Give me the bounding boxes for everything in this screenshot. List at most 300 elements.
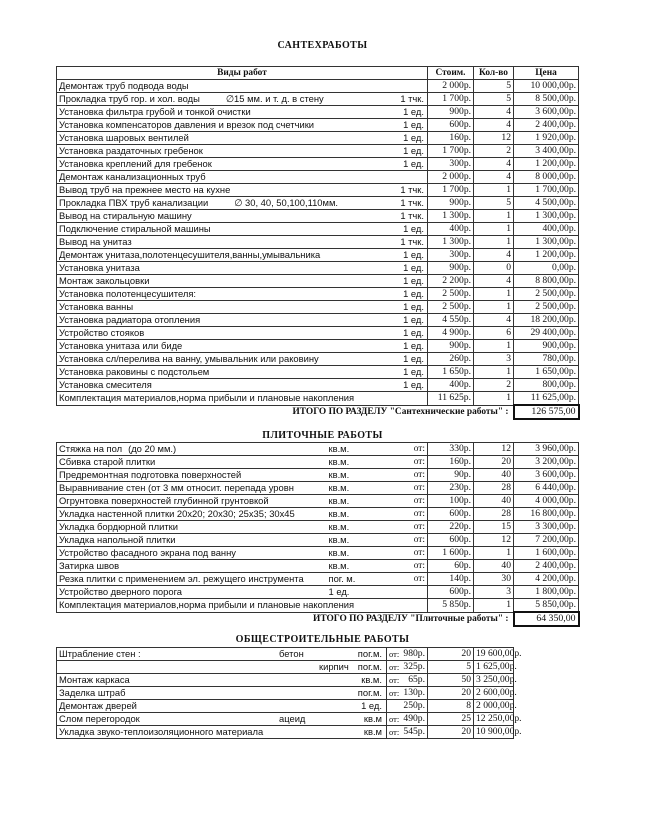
- price-cell: 2 600,00р.: [474, 687, 514, 700]
- qty-cell: 1: [474, 392, 514, 406]
- from-cell: от:: [387, 547, 428, 560]
- work-name: Сбивка старой плитки: [59, 456, 156, 467]
- price-cell: 2 500,00р.: [514, 301, 579, 314]
- work-name: Вывод на стиральную машину: [59, 210, 192, 221]
- unit-cell: 1 ед.: [397, 366, 428, 379]
- unit-cell: 1 ед.: [397, 314, 428, 327]
- work-name: Предремонтная подготовка поверхностей: [59, 469, 242, 480]
- price-cell: 1 200,00р.: [514, 158, 579, 171]
- work-name-cell: [57, 262, 397, 275]
- work-name-cell: [57, 700, 387, 713]
- unit-cell: 1 ед.: [397, 223, 428, 236]
- price-cell: 8 500,00р.: [514, 93, 579, 106]
- price-cell: 1 800,00р.: [514, 586, 579, 599]
- work-name: Демонтаж канализационных труб: [59, 171, 206, 182]
- cost-cell: 400р.: [428, 223, 474, 236]
- work-name: Штрабление стен :: [59, 648, 141, 659]
- price-cell: 1 625,00р.: [474, 661, 514, 674]
- price-cell: 11 625,00р.: [514, 392, 579, 406]
- from-cell: от:: [387, 521, 428, 534]
- qty-cell: 12: [474, 534, 514, 547]
- price-cell: 3 600,00р.: [514, 469, 579, 482]
- from-cell: от:: [387, 573, 428, 586]
- work-name: Установка раковины с подстольем: [59, 366, 210, 377]
- work-name-cell: [57, 158, 397, 171]
- work-name: Монтаж закольцовки: [59, 275, 150, 286]
- cost-cell: 1 700р.: [428, 145, 474, 158]
- price-cell: 3 200,00р.: [514, 456, 579, 469]
- price-cell: 16 800,00р.: [514, 508, 579, 521]
- tiling-total-value: 64 350,00: [514, 612, 579, 626]
- table-row: [57, 119, 579, 132]
- work-name-cell: [57, 119, 397, 132]
- work-name: Установка креплений для гребенок: [59, 158, 212, 169]
- work-name: Установка компенсаторов давления и врезок под счетчики: [59, 119, 315, 130]
- work-name-cell: [57, 508, 327, 521]
- price-cell: 1 650,00р.: [514, 366, 579, 379]
- cost-value: 325р.: [403, 661, 425, 672]
- cost-value: 130р.: [403, 687, 425, 698]
- unit-cell: пог. м.: [327, 573, 387, 586]
- unit-cell: 1 тчк.: [397, 197, 428, 210]
- unit-cell: 1 ед.: [397, 340, 428, 353]
- qty-cell: 8: [428, 700, 474, 713]
- unit-cell: 1 ед.: [397, 288, 428, 301]
- price-cell: 1 300,00р.: [514, 236, 579, 249]
- table-row: [57, 249, 579, 262]
- header-qty: Кол-во: [474, 67, 514, 80]
- unit-label: пог.м.: [357, 661, 382, 672]
- qty-cell: 50: [428, 674, 474, 687]
- qty-cell: 4: [474, 275, 514, 288]
- cost-cell: 4 900р.: [428, 327, 474, 340]
- price-cell: 1 200,00р.: [514, 249, 579, 262]
- unit-cell: 1 ед.: [397, 132, 428, 145]
- price-cell: 800,00р.: [514, 379, 579, 392]
- work-name: Слом перегородок: [59, 713, 140, 724]
- from-label: от:: [389, 649, 400, 659]
- cost-value: 545р.: [403, 726, 425, 737]
- table-row: [57, 495, 579, 508]
- cost-cell: 260р.: [428, 353, 474, 366]
- work-name-cell: [57, 648, 387, 661]
- qty-cell: 20: [428, 687, 474, 700]
- work-note: (до 20 мм.): [128, 443, 177, 454]
- plumbing-total-value: 126 575,00: [514, 405, 579, 419]
- work-name-cell: [57, 210, 397, 223]
- unit-cell: 1 ед.: [397, 379, 428, 392]
- cost-value: 980р.: [403, 648, 425, 659]
- cost-cell: [387, 661, 428, 674]
- table-row: [57, 379, 579, 392]
- work-name-cell: [57, 586, 327, 599]
- from-cell: от:: [387, 482, 428, 495]
- qty-cell: 28: [474, 482, 514, 495]
- table-row: [57, 456, 579, 469]
- unit-cell: 1 ед.: [397, 262, 428, 275]
- qty-cell: 40: [474, 495, 514, 508]
- unit-label: пог.м.: [357, 687, 382, 698]
- work-name: Установка радиатора отопления: [59, 314, 201, 325]
- table-row: [57, 586, 579, 599]
- qty-cell: 12: [474, 132, 514, 145]
- price-cell: 780,00р.: [514, 353, 579, 366]
- price-cell: 1 600,00р.: [514, 547, 579, 560]
- qty-cell: 40: [474, 560, 514, 573]
- table-row: [57, 661, 579, 674]
- price-cell: 8 000,00р.: [514, 171, 579, 184]
- work-name-cell: [57, 599, 355, 613]
- qty-cell: 5: [474, 93, 514, 106]
- work-name: Укладка напольной плитки: [59, 534, 176, 545]
- unit-label: пог.м.: [357, 648, 382, 659]
- work-name-cell: [57, 223, 397, 236]
- qty-cell: 4: [474, 249, 514, 262]
- unit-label: кв.м.: [361, 674, 382, 685]
- table-row: [57, 687, 579, 700]
- cost-cell: 2 200р.: [428, 275, 474, 288]
- cost-cell: 600р.: [428, 508, 474, 521]
- work-name: Устройство дверного порога: [59, 586, 182, 597]
- work-name-cell: [57, 674, 387, 687]
- table-row: [57, 145, 579, 158]
- work-name: Устройство стояков: [59, 327, 145, 338]
- price-cell: 1 700,00р.: [514, 184, 579, 197]
- cost-cell: 1 700р.: [428, 93, 474, 106]
- work-name: Установка смесителя: [59, 379, 152, 390]
- qty-cell: 5: [428, 661, 474, 674]
- table-row: [57, 366, 579, 379]
- price-cell: 2 400,00р.: [514, 560, 579, 573]
- qty-cell: 2: [474, 379, 514, 392]
- table-row: [57, 132, 579, 145]
- plumbing-total-row: [57, 405, 579, 419]
- unit-cell: кв.м.: [327, 495, 387, 508]
- work-name: Стяжка на пол: [59, 443, 123, 454]
- work-note: ацеид: [279, 713, 306, 724]
- cost-cell: 230р.: [428, 482, 474, 495]
- from-cell: от:: [387, 456, 428, 469]
- plumbing-total-label: ИТОГО ПО РАЗДЕЛУ "Сантехнические работы" :: [292, 407, 509, 418]
- work-name: Демонтаж дверей: [59, 700, 137, 711]
- qty-cell: 25: [428, 713, 474, 726]
- work-name-cell: [57, 132, 397, 145]
- work-note: бетон: [279, 648, 304, 659]
- qty-cell: 6: [474, 327, 514, 340]
- cost-cell: 2 000р.: [428, 80, 474, 93]
- work-name: Вывод на унитаз: [59, 236, 132, 247]
- unit-cell: 1 ед.: [397, 353, 428, 366]
- work-name-cell: [57, 687, 387, 700]
- table-row: [57, 700, 579, 713]
- qty-cell: 1: [474, 340, 514, 353]
- table-row: [57, 469, 579, 482]
- price-cell: 10 900,00р.: [474, 726, 514, 739]
- work-name-cell: [57, 547, 327, 560]
- tiling-section-title: ПЛИТОЧНЫЕ РАБОТЫ: [262, 430, 383, 441]
- work-name: Установка полотенцесушителя:: [59, 288, 197, 299]
- header-works: Виды работ: [57, 67, 428, 80]
- work-name-cell: [57, 301, 397, 314]
- work-name-cell: [57, 80, 397, 93]
- cost-cell: 2 500р.: [428, 301, 474, 314]
- from-cell: [387, 599, 428, 613]
- table-row: [57, 648, 579, 661]
- table-row: [57, 93, 579, 106]
- cost-cell: [387, 674, 428, 687]
- cost-cell: 1 300р.: [428, 236, 474, 249]
- unit-cell: [397, 171, 428, 184]
- unit-cell: 1 ед.: [397, 301, 428, 314]
- price-cell: 6 440,00р.: [514, 482, 579, 495]
- cost-cell: 100р.: [428, 495, 474, 508]
- qty-cell: 1: [474, 366, 514, 379]
- from-cell: от:: [387, 560, 428, 573]
- work-name-cell: [57, 327, 397, 340]
- from-cell: от:: [387, 443, 428, 456]
- work-name: Подключение стиральной машины: [59, 223, 211, 234]
- price-cell: 3 600,00р.: [514, 106, 579, 119]
- cost-cell: 60р.: [428, 560, 474, 573]
- price-cell: 1 920,00р.: [514, 132, 579, 145]
- work-name-cell: [57, 314, 397, 327]
- qty-cell: 4: [474, 171, 514, 184]
- cost-cell: 300р.: [428, 158, 474, 171]
- unit-cell: кв.м.: [327, 482, 387, 495]
- table-row: [57, 573, 579, 586]
- qty-cell: 12: [474, 443, 514, 456]
- table-row: [57, 197, 579, 210]
- tiling-total-row: [57, 612, 579, 626]
- qty-cell: 5: [474, 197, 514, 210]
- table-row: [57, 210, 579, 223]
- from-cell: от:: [387, 469, 428, 482]
- unit-cell: 1 ед.: [397, 106, 428, 119]
- work-name-cell: [57, 443, 327, 456]
- work-name: Установка сл/перелива на ванну, умывальник или раковину: [59, 353, 319, 364]
- qty-cell: 30: [474, 573, 514, 586]
- cost-value: 490р.: [403, 713, 425, 724]
- work-name-cell: [57, 275, 397, 288]
- work-name: Монтаж каркаса: [59, 674, 130, 685]
- work-name-cell: [57, 573, 327, 586]
- plumbing-header-row: [57, 67, 579, 80]
- price-cell: 10 000,00р.: [514, 80, 579, 93]
- header-cost: Стоим.: [428, 67, 474, 80]
- price-cell: 1 300,00р.: [514, 210, 579, 223]
- work-name-cell: [57, 340, 397, 353]
- table-row: [57, 171, 579, 184]
- cost-cell: 2 500р.: [428, 288, 474, 301]
- work-name: Установка фильтра грубой и тонкой очистки: [59, 106, 251, 117]
- work-name: Вывод труб на прежнее место на кухне: [59, 184, 231, 195]
- work-name-cell: [57, 106, 397, 119]
- table-row: [57, 327, 579, 340]
- cost-cell: 11 625р.: [428, 392, 474, 406]
- cost-cell: 600р.: [428, 586, 474, 599]
- unit-cell: 1 ед.: [397, 158, 428, 171]
- table-row: [57, 674, 579, 687]
- cost-cell: 90р.: [428, 469, 474, 482]
- price-cell: 4 500,00р.: [514, 197, 579, 210]
- work-name: Укладка настенной плитки 20х20; 20х30; 25х35; 30х45: [59, 508, 295, 519]
- unit-cell: 1 тчк.: [397, 93, 428, 106]
- unit-cell: 1 ед.: [327, 586, 387, 599]
- work-name-cell: [57, 495, 327, 508]
- qty-cell: 3: [474, 353, 514, 366]
- work-name: Затирка швов: [59, 560, 120, 571]
- cost-cell: 1 300р.: [428, 210, 474, 223]
- cost-cell: 5 850р.: [428, 599, 474, 613]
- price-cell: 4 000,00р.: [514, 495, 579, 508]
- work-name-cell: [57, 521, 327, 534]
- unit-cell: 1 тчк.: [397, 210, 428, 223]
- cost-cell: 4 550р.: [428, 314, 474, 327]
- table-row: [57, 80, 579, 93]
- price-cell: 3 400,00р.: [514, 145, 579, 158]
- cost-cell: 160р.: [428, 456, 474, 469]
- cost-cell: 220р.: [428, 521, 474, 534]
- unit-cell: 1 ед.: [397, 119, 428, 132]
- price-cell: 0,00р.: [514, 262, 579, 275]
- unit-cell: 1 ед.: [397, 327, 428, 340]
- work-name: Прокладка труб гор. и хол. воды: [59, 93, 200, 104]
- table-row: [57, 158, 579, 171]
- from-cell: [387, 586, 428, 599]
- tiling-table: [56, 442, 580, 627]
- work-note: кирпич: [319, 661, 349, 672]
- work-name-cell: [57, 366, 397, 379]
- work-name-cell: [57, 713, 387, 726]
- qty-cell: 0: [474, 262, 514, 275]
- work-name: Установка раздаточных гребенок: [59, 145, 203, 156]
- work-name-cell: [57, 392, 397, 406]
- qty-cell: 1: [474, 599, 514, 613]
- cost-cell: 250р.: [387, 700, 428, 713]
- work-name: Установка шаровых вентилей: [59, 132, 189, 143]
- work-name-cell: [57, 197, 397, 210]
- table-row: [57, 508, 579, 521]
- cost-cell: 2 000р.: [428, 171, 474, 184]
- header-price: Цена: [514, 67, 579, 80]
- work-name: Заделка штраб: [59, 687, 126, 698]
- table-row: [57, 223, 579, 236]
- table-row: [57, 599, 579, 613]
- qty-cell: 40: [474, 469, 514, 482]
- plumbing-table: [56, 66, 580, 420]
- work-name-cell: [57, 145, 397, 158]
- cost-cell: 600р.: [428, 534, 474, 547]
- qty-cell: 4: [474, 119, 514, 132]
- cost-cell: 140р.: [428, 573, 474, 586]
- qty-cell: 20: [474, 456, 514, 469]
- work-name: Укладка звуко-теплоизоляционного материала: [59, 726, 264, 737]
- work-name-cell: [57, 184, 397, 197]
- table-row: [57, 106, 579, 119]
- table-row: [57, 482, 579, 495]
- unit-label: 1 ед.: [361, 700, 382, 711]
- from-cell: от:: [387, 534, 428, 547]
- price-cell: 5 850,00р.: [514, 599, 579, 613]
- general-section-title: ОБЩЕСТРОИТЕЛЬНЫЕ РАБОТЫ: [235, 634, 410, 645]
- unit-cell: 1 тчк.: [397, 184, 428, 197]
- qty-cell: 2: [474, 145, 514, 158]
- work-name-cell: [57, 482, 327, 495]
- qty-cell: 1: [474, 210, 514, 223]
- price-cell: 900,00р.: [514, 340, 579, 353]
- work-note: ∅15 мм. и т. д. в стену: [225, 93, 324, 104]
- work-name: Выравнивание стен (от 3 мм относит. перепада уровн: [59, 482, 294, 493]
- price-cell: 3 250,00р.: [474, 674, 514, 687]
- cost-cell: [387, 726, 428, 739]
- work-name-cell: [57, 171, 397, 184]
- work-name: Прокладка ПВХ труб канализации: [59, 197, 209, 208]
- price-cell: 2 400,00р.: [514, 119, 579, 132]
- work-name-cell: [57, 726, 387, 739]
- from-label: от:: [389, 688, 400, 698]
- table-row: [57, 314, 579, 327]
- qty-cell: 1: [474, 184, 514, 197]
- table-row: [57, 340, 579, 353]
- tiling-total-label: ИТОГО ПО РАЗДЕЛУ "Плиточные работы" :: [313, 614, 509, 625]
- cost-cell: 600р.: [428, 119, 474, 132]
- cost-cell: [387, 713, 428, 726]
- work-name-cell: [57, 353, 397, 366]
- table-row: [57, 726, 579, 739]
- unit-cell: [397, 80, 428, 93]
- work-name: Укладка бордюрной плитки: [59, 521, 178, 532]
- qty-cell: 5: [474, 80, 514, 93]
- qty-cell: 1: [474, 236, 514, 249]
- work-name-cell: [57, 379, 397, 392]
- cost-cell: [387, 648, 428, 661]
- work-note: ∅ 30, 40, 50,100,110мм.: [234, 197, 339, 208]
- price-cell: 19 600,00р.: [474, 648, 514, 661]
- cost-cell: 900р.: [428, 340, 474, 353]
- table-row: [57, 534, 579, 547]
- qty-cell: 1: [474, 223, 514, 236]
- work-name-cell: [57, 469, 327, 482]
- table-row: [57, 521, 579, 534]
- work-name-cell: [57, 456, 327, 469]
- table-row: [57, 236, 579, 249]
- price-cell: 4 200,00р.: [514, 573, 579, 586]
- price-cell: 8 800,00р.: [514, 275, 579, 288]
- from-label: от:: [389, 662, 400, 672]
- cost-cell: 160р.: [428, 132, 474, 145]
- general-table: [56, 647, 579, 739]
- price-cell: 2 000,00р.: [474, 700, 514, 713]
- unit-label: кв.м: [363, 713, 382, 724]
- qty-cell: 1: [474, 301, 514, 314]
- cost-value: 65р.: [408, 674, 425, 685]
- price-cell: 400,00р.: [514, 223, 579, 236]
- qty-cell: 3: [474, 586, 514, 599]
- work-name: Комплектация материалов,норма прибыли и плановые накопления: [59, 599, 355, 611]
- price-cell: 7 200,00р.: [514, 534, 579, 547]
- work-name-cell: [57, 534, 327, 547]
- price-cell: 12 250,00р.: [474, 713, 514, 726]
- unit-cell: кв.м.: [327, 456, 387, 469]
- unit-cell: кв.м.: [327, 508, 387, 521]
- unit-cell: [397, 392, 428, 406]
- from-label: от:: [389, 714, 400, 724]
- unit-cell: 1 ед.: [397, 249, 428, 262]
- unit-cell: кв.м.: [327, 443, 387, 456]
- cost-cell: 1 600р.: [428, 547, 474, 560]
- unit-cell: кв.м.: [327, 469, 387, 482]
- price-cell: 3 300,00р.: [514, 521, 579, 534]
